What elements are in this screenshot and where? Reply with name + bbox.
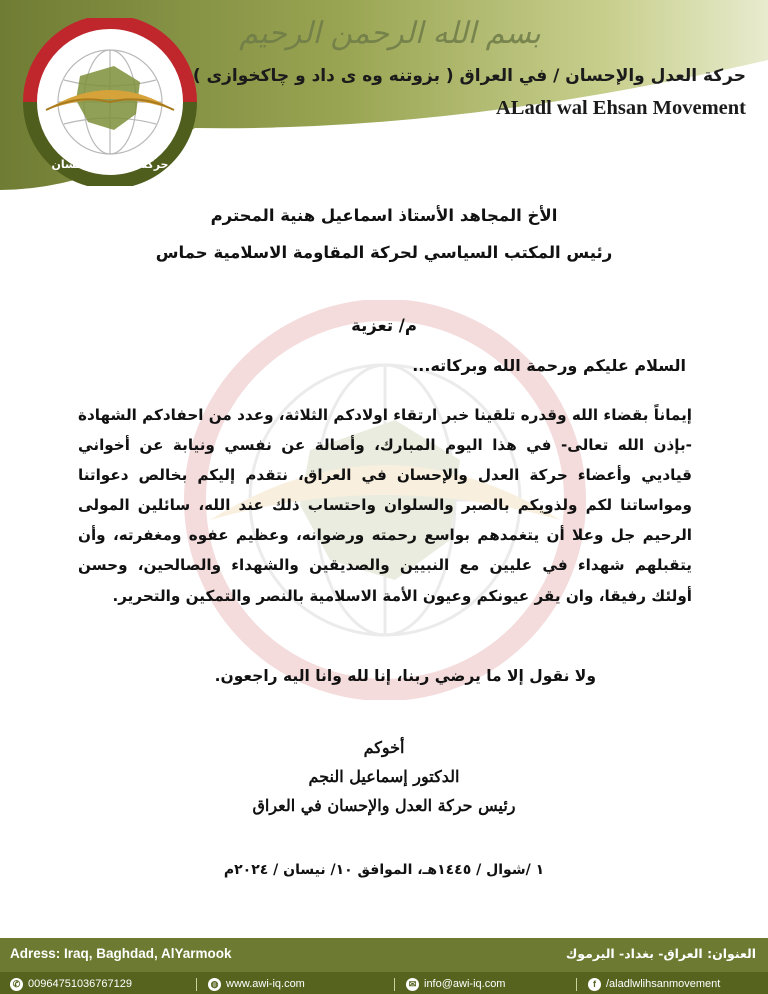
email-address: info@awi-iq.com <box>424 978 506 990</box>
contact-website <box>208 976 305 992</box>
letterhead <box>0 0 768 200</box>
letter-body: إيماناً بقضاء الله وقدره تلقينا خبر ارتقاء اولادكم الثلاثة، وعدد من احفادكم الشهادة -بإذن الله تعالى- في هذا اليوم المبارك، وأصالة عن نفسي ونيابة عن أخواني قياديي وأعضاء حركة العدل والإحسان في العراق، نتقدم إليكم بخالص دعواتنا ومواساتنا لكم ولذويكم بالصبر والسلوان واحتساب ذلك عند الله، سائلين المولى الرحيم جل وعلا أن يتغمدهم بواسع رحمته ورضوانه، وعظيم عفوه ومغفرته، وأن يتقبلهم شهداء في عليين مع النبيين والصديقين والشهداء والصالحين، وحسن أولئك رفيقا، وان يقر عيونكم وعيون الأمة الاسلامية بالنصر والتمكين والتحرير. <box>78 406 692 605</box>
facebook-handle: /aladlwlihsanmovement <box>606 978 721 990</box>
footer-divider <box>196 978 197 991</box>
signer-name: الدكتور إسماعيل النجم <box>308 767 460 786</box>
address-arabic: العنوان: العراق- بغداد- اليرموك <box>565 946 756 961</box>
phone-number: 00964751036767129 <box>28 978 133 990</box>
address-english: Adress: Iraq, Baghdad, AlYarmook <box>10 946 232 961</box>
contact-phone <box>10 976 132 992</box>
letter-date: ١ /شوال / ١٤٤٥هـ، الموافق ١٠/ نيسان / ٢٠٢٤م <box>223 862 545 878</box>
organization-name-arabic: حركة العدل والإحسان / في العراق ( بزوتنه وه ى داد و چاكخوازى ) <box>192 66 746 86</box>
greeting: السلام عليكم ورحمة الله وبركاته... <box>412 356 686 375</box>
recipient-title: رئيس المكتب السياسي لحركة المقاومة الاسلامية حماس <box>155 243 613 262</box>
letterhead-footer <box>0 938 768 994</box>
letter-subject: م/ تعزية <box>351 316 417 335</box>
contact-email <box>406 976 505 992</box>
recipient-name: الأخ المجاهد الأستاذ اسماعيل هنية المحترم <box>210 206 558 225</box>
logo-text: حركة العدل والإحسان <box>51 158 169 171</box>
signoff: أخوكم <box>363 738 405 757</box>
footer-divider <box>576 978 577 991</box>
email-icon: ✉ <box>406 978 419 991</box>
closing-line: ولا نقول إلا ما يرضي ربنا، إنا لله وانا اليه راجعون. <box>214 667 596 685</box>
facebook-icon: f <box>588 978 601 991</box>
basmala-calligraphy: بسم الله الرحمن الرحيم <box>239 16 541 51</box>
organization-logo <box>18 18 200 186</box>
website-link: www.awi-iq.com <box>226 978 305 990</box>
contact-facebook <box>588 976 720 992</box>
globe-icon: ◍ <box>208 978 221 991</box>
footer-divider <box>394 978 395 991</box>
organization-name-english: ALadl wal Ehsan Movement <box>495 97 746 119</box>
phone-icon: ✆ <box>10 978 23 991</box>
signer-title: رئيس حركة العدل والإحسان في العراق <box>252 796 516 815</box>
